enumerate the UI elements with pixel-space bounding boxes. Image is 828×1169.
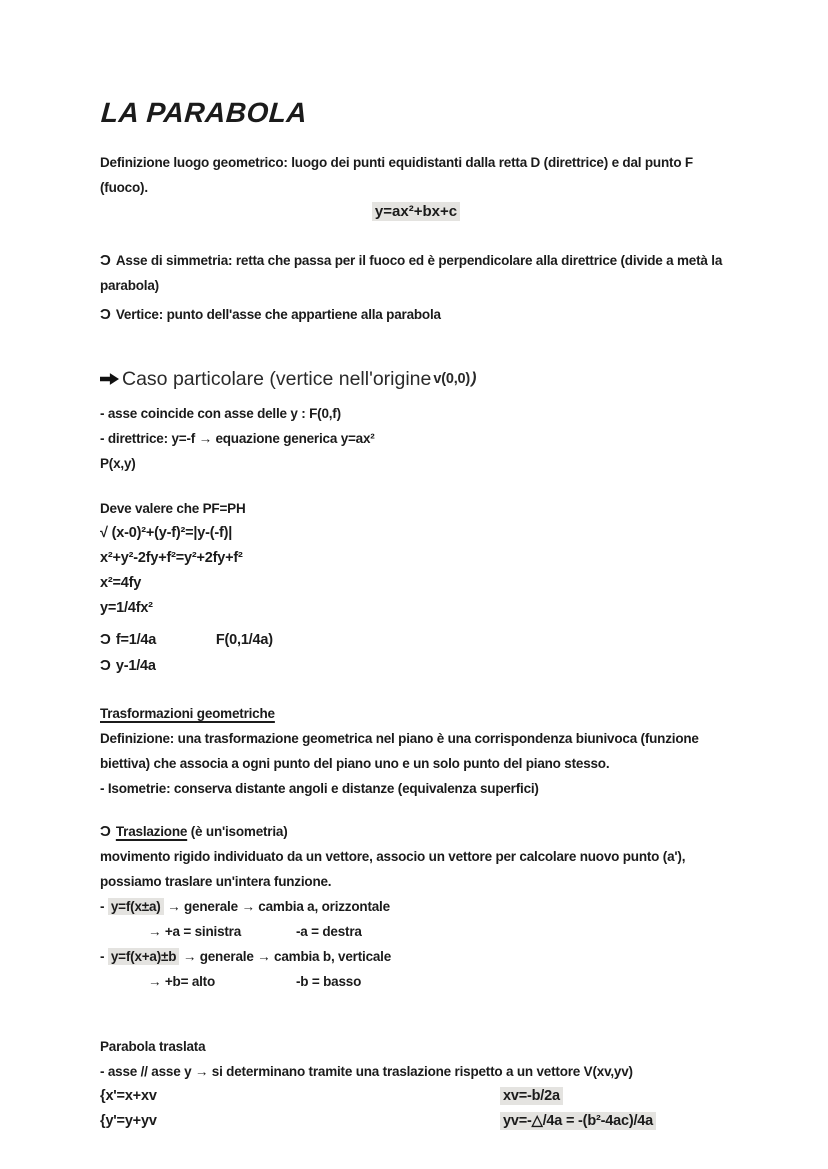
axis-symmetry-note [100, 248, 732, 298]
rule-horizontal-rest: → generale → cambia a, orizzontale [163, 899, 390, 914]
system-row [100, 1109, 732, 1134]
general-equation-highlight: y=ax²+bx+c [372, 202, 460, 221]
special-case-vertex: v(0,0) [433, 371, 471, 387]
dash: - [100, 899, 105, 914]
rule-vertical-line [100, 944, 732, 969]
system-x-equation: {x'=x+xv [100, 1088, 157, 1104]
derivation-step: √ (x-0)²+(y-f)²=|y-(-f)| [100, 525, 233, 541]
focus-point: F(0,1/4a) [215, 632, 273, 648]
vertex-text: Vertice: punto dell'asse che appartiene alla parabola [115, 307, 441, 322]
derivation-step: y=1/4fx² [100, 600, 153, 616]
isometrie-line: - Isometrie: conserva distante angoli e distanze (equivalenza superfici) [100, 781, 539, 796]
trasformazioni-definition: Definizione: una trasformazione geometrica nel piano è una corrispondenza biunivoca (funzione biettiva) che associa a ogni punto del piano uno e un solo punto del piano stesso. [100, 731, 699, 771]
vertex-y-highlight: yv=-△/4a = -(b²-4ac)/4a [500, 1112, 656, 1130]
special-case-axis-line: - asse coincide con asse delle y : F(0,f) [100, 406, 341, 421]
focus-y-line [100, 653, 732, 679]
curve-bullet-icon: Ɔ [100, 657, 111, 674]
rule-horizontal-line [100, 894, 732, 919]
heavy-arrow-icon [100, 372, 119, 386]
system-y-equation: {y'=y+yv [100, 1113, 157, 1129]
vertex-note [100, 302, 732, 327]
curve-bullet-icon: Ɔ [100, 306, 111, 323]
traslazione-heading [100, 819, 732, 844]
vertex-y-formula [500, 1109, 656, 1134]
special-case-close-paren: ) [471, 370, 477, 387]
focus-y-equation: y-1/4a [115, 658, 156, 674]
vertex-x-highlight: xv=-b/2a [500, 1087, 563, 1105]
vertex-x-formula [500, 1084, 563, 1109]
traslazione-heading-underlined: Traslazione [115, 824, 188, 839]
rule-horizontal-minus: -a = destra [296, 924, 362, 939]
axis-symmetry-text: Asse di simmetria: retta che passa per il fuoco ed è perpendicolare alla direttrice (divide a metà la parabola) [100, 253, 723, 293]
special-case-heading [100, 365, 732, 393]
rule-horizontal-plus: → +a = sinistra [148, 924, 242, 939]
dash: - [100, 949, 105, 964]
rule-vertical-minus: -b = basso [296, 974, 362, 989]
general-equation-row [100, 200, 732, 224]
focus-result-line [100, 627, 732, 653]
rule-vertical-sub [148, 969, 732, 994]
page-title: LA PARABOLA [100, 97, 309, 128]
traslazione-body: movimento rigido individuato da un vettore, associo un vettore per calcolare nuovo punto (a'), possiamo traslare un'intera funzione. [100, 849, 686, 889]
rule-vertical-formula: y=f(x+a)±b [108, 948, 179, 965]
traslazione-heading-rest: (è un'isometria) [187, 824, 288, 839]
parabola-traslata-heading: Parabola traslata [100, 1039, 206, 1054]
rule-horizontal-sub [148, 919, 732, 944]
section-heading-trasformazioni: Trasformazioni geometriche [100, 706, 275, 721]
focus-f-equation: f=1/4a [115, 632, 157, 648]
definition-line: Definizione luogo geometrico: luogo dei punti equidistanti dalla retta D (direttrice) e dal punto F (fuoco). [100, 155, 693, 195]
special-case-point-line: P(x,y) [100, 456, 136, 471]
curve-bullet-icon: Ɔ [100, 631, 111, 648]
rule-vertical-plus: → +b= alto [148, 974, 216, 989]
derivation-step: x²=4fy [100, 575, 142, 591]
special-case-heading-text: Caso particolare (vertice nell'origine [122, 368, 432, 390]
curve-bullet-icon: Ɔ [100, 252, 111, 269]
rule-horizontal-formula: y=f(x±a) [108, 898, 164, 915]
rule-vertical-rest: → generale → cambia b, verticale [179, 949, 392, 964]
derivation-intro: Deve valere che PF=PH [100, 501, 246, 516]
system-row [100, 1084, 732, 1109]
derivation-step: x²+y²-2fy+f²=y²+2fy+f² [100, 550, 243, 566]
curve-bullet-icon: Ɔ [100, 823, 111, 840]
special-case-directrix-line: - direttrice: y=-f → equazione generica y=ax² [100, 431, 375, 446]
parabola-traslata-line1: - asse // asse y → si determinano tramite una traslazione rispetto a un vettore V(xv,yv) [100, 1064, 633, 1079]
